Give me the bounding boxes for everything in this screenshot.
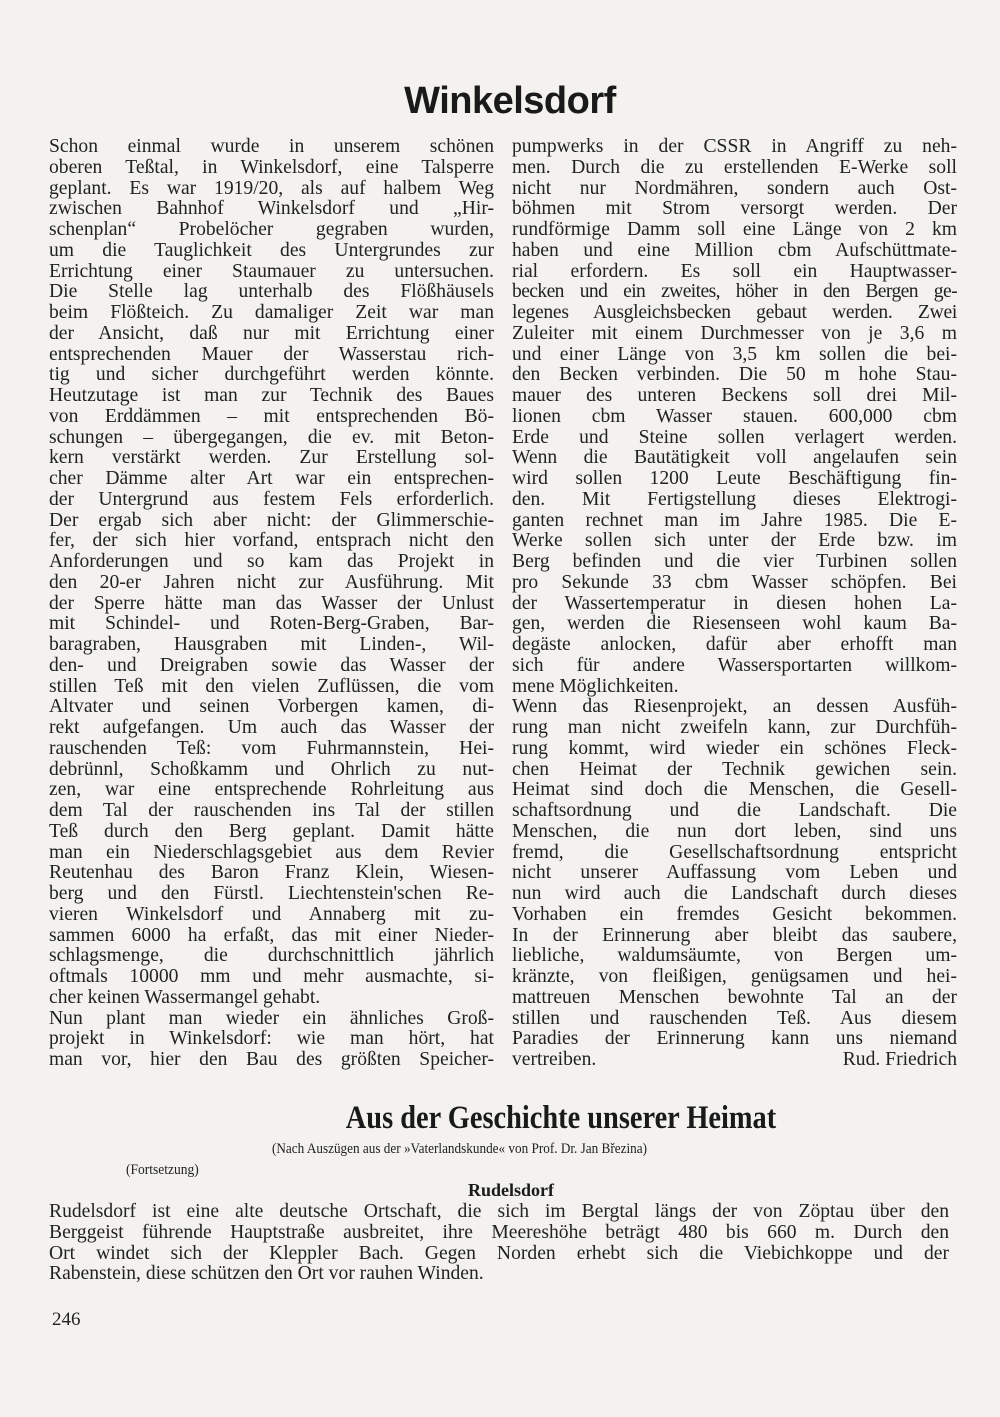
- text-line: Vorhaben ein fremdes Gesicht bekommen.: [512, 903, 957, 925]
- text-line: Anforderungen und so kam das Projekt in: [49, 551, 494, 572]
- text-line: Altvater und seinen Vorbergen kamen, di-: [49, 696, 494, 718]
- text-line: rekt aufgefangen. Um auch das Wasser der: [49, 717, 494, 738]
- rudelsdorf-paragraph: [49, 1202, 949, 1285]
- text-line: der Sperre hätte man das Wasser der Unlust: [49, 592, 494, 614]
- article-left-column: [49, 137, 494, 1071]
- text-line: liebliche, waldumsäumte, von Bergen um-: [512, 945, 957, 967]
- text-line: Berggeist führende Hauptstraße ausbreitet, ihre Meereshöhe beträgt 480 bis 660 m. Durch den: [49, 1221, 949, 1243]
- text-line: von Erddämmen – mit entsprechenden Bö-: [49, 405, 494, 427]
- text-line: cher Dämme alter Art war ein entsprechen-: [49, 468, 494, 489]
- text-line: zen, war eine entsprechende Rohrleitung aus: [49, 779, 494, 801]
- text-line: rauschenden Teß: vom Fuhrmannstein, Hei-: [49, 737, 494, 759]
- text-line: fer, der sich hier vorfand, entsprach nicht den: [49, 530, 494, 552]
- text-line: Ort windet sich der Kleppler Bach. Gegen Norden erhebt sich die Viebichkoppe und der: [49, 1242, 949, 1264]
- text-line: haben und eine Million cbm Aufschüttmate-: [512, 239, 957, 261]
- text-line: Schon einmal wurde in unserem schönen: [49, 136, 494, 157]
- text-line: berg und den Fürstl. Liechtenstein'schen Re-: [49, 883, 494, 904]
- text-line: legenes Ausgleichsbecken gebaut werden. Zwei: [512, 302, 957, 323]
- text-line: rial erfordern. Es soll ein Hauptwasser-: [512, 260, 957, 282]
- text-line: degäste anlocken, dafür aber erhofft man: [512, 634, 957, 655]
- text-line: Paradies der Erinnerung kann uns niemand: [512, 1028, 957, 1050]
- closing-word: vertreiben.: [512, 1049, 597, 1070]
- text-line: rundförmige Damm soll eine Länge von 2 km: [512, 219, 957, 240]
- text-line: Heutzutage ist man zur Technik des Baues: [49, 385, 494, 406]
- text-line: und einer Länge von 3,5 km sollen die bei-: [512, 343, 957, 365]
- text-line: Teß durch den Berg geplant. Damit hätte: [49, 820, 494, 842]
- text-line: tig und sicher durchgeführt werden könnte.: [49, 364, 494, 386]
- text-line: der Ansicht, daß nur mit Errichtung einer: [49, 322, 494, 344]
- text-line: Wenn die Bautätigkeit voll angelaufen sein: [512, 447, 957, 469]
- text-line: becken und ein zweites, höher in den Bergen ge-: [512, 281, 957, 303]
- article-title-winkelsdorf: Winkelsdorf: [404, 80, 616, 122]
- text-line: pro Sekunde 33 cbm Wasser schöpfen. Bei: [512, 571, 957, 593]
- text-line: oberen Teßtal, in Winkelsdorf, eine Talsperre: [49, 156, 494, 178]
- page-number: 246: [52, 1309, 81, 1330]
- text-line: um die Tauglichkeit des Untergrundes zur: [49, 239, 494, 261]
- text-line: baragraben, Hausgraben mit Linden-, Wil-: [49, 634, 494, 655]
- text-line: men. Durch die zu erstellenden E-Werke soll: [512, 156, 957, 178]
- text-line: In der Erinnerung aber bleibt das saubere,: [512, 924, 957, 946]
- section-heading-rudelsdorf: Rudelsdorf: [467, 1180, 554, 1200]
- text-line: den- und Dreigraben sowie das Wasser der: [49, 654, 494, 676]
- text-line: Nun plant man wieder ein ähnliches Groß-: [49, 1007, 494, 1029]
- text-line: den 20-er Jahren nicht zur Ausführung. Mit: [49, 571, 494, 593]
- text-line: mit Schindel- und Roten-Berg-Graben, Bar-: [49, 613, 494, 635]
- continuation-note: (Fortsetzung): [126, 1162, 199, 1178]
- text-line: entsprechenden Mauer der Wasserstau rich-: [49, 343, 494, 365]
- text-line: gen, werden die Riesenseen wohl kaum Ba-: [512, 613, 957, 635]
- text-line: chen Heimat der Technik gewichen sein.: [512, 758, 957, 780]
- text-line: vieren Winkelsdorf und Annaberg mit zu-: [49, 903, 494, 925]
- article-right-column: [512, 137, 957, 1071]
- text-line: Errichtung einer Staumauer zu untersuchen.: [49, 260, 494, 282]
- text-line: Werke sollen sich unter der Erde bzw. im: [512, 530, 957, 552]
- text-line: Der ergab sich aber nicht: der Glimmerschie-: [49, 509, 494, 531]
- text-line: mene Möglichkeiten.: [512, 675, 679, 697]
- text-line: kern verstärkt werden. Zur Erstellung sol-: [49, 447, 494, 469]
- text-line: nicht unserer Auffassung vom Leben und: [512, 862, 957, 884]
- text-line: sich für andere Wassersportarten willkom-: [512, 654, 957, 676]
- text-line: rung man nicht zweifeln kann, zur Durchfüh-: [512, 717, 957, 738]
- text-line: Rudelsdorf ist eine alte deutsche Ortschaft, die sich im Bergtal längs der von Zöptau über den: [49, 1201, 949, 1222]
- text-line: Heimat sind doch die Menschen, die Gesell-: [512, 779, 957, 801]
- text-line: dem Tal der rauschenden ins Tal der stillen: [49, 800, 494, 821]
- article-subtitle: (Nach Auszügen aus der »Vaterlandskunde« von Prof. Dr. Jan Březina): [272, 1141, 648, 1157]
- text-line: mauer des unteren Beckens soll drei Mil-: [512, 385, 957, 406]
- text-line: der Wassertemperatur in diesen hohen La-: [512, 592, 957, 614]
- text-line: beim Flößteich. Zu damaliger Zeit war man: [49, 302, 494, 323]
- text-line: geplant. Es war 1919/20, als auf halbem Weg: [49, 177, 494, 199]
- text-line: schenplan“ Probelöcher gegraben wurden,: [49, 219, 494, 240]
- text-line: oftmals 10000 mm und mehr ausmachte, si-: [49, 966, 494, 987]
- closing-line: [512, 1050, 957, 1071]
- text-line: den Becken verbinden. Die 50 m hohe Stau-: [512, 364, 957, 386]
- text-line: zwischen Bahnhof Winkelsdorf und „Hir-: [49, 198, 494, 220]
- article-title-geschichte: Aus der Geschichte unserer Heimat: [345, 1100, 777, 1136]
- text-line: Zuleiter mit einem Durchmesser von je 3,6 m: [512, 322, 957, 344]
- text-line: böhmen mit Strom versorgt werden. Der: [512, 198, 957, 220]
- text-line: der Untergrund aus festem Fels erforderlich.: [49, 488, 494, 510]
- text-line: cher keinen Wassermangel gehabt.: [49, 986, 321, 1008]
- text-line: projekt in Winkelsdorf: wie man hört, hat: [49, 1028, 494, 1050]
- text-line: pumpwerks in der CSSR in Angriff zu neh-: [512, 136, 957, 157]
- text-line: Menschen, die nun dort leben, sind uns: [512, 820, 957, 842]
- text-line: wird sollen 1200 Leute Beschäftigung fin-: [512, 468, 957, 489]
- text-line: Berg befinden und die vier Turbinen sollen: [512, 551, 957, 572]
- text-line: mattreuen Menschen bewohnte Tal an der: [512, 986, 957, 1008]
- text-line: lionen cbm Wasser stauen. 600,000 cbm: [512, 405, 957, 427]
- text-line: nicht nur Nordmähren, sondern auch Ost-: [512, 177, 957, 199]
- text-line: man vor, hier den Bau des größten Speicher-: [49, 1049, 494, 1070]
- text-line: Die Stelle lag unterhalb des Flößhäusels: [49, 281, 494, 303]
- text-line: Rabenstein, diese schützen den Ort vor rauhen Winden.: [49, 1263, 484, 1285]
- text-line: schungen – übergegangen, die ev. mit Beton-: [49, 426, 494, 448]
- text-line: Wenn das Riesenprojekt, an dessen Ausfüh-: [512, 696, 957, 718]
- text-line: den. Mit Fertigstellung dieses Elektrogi-: [512, 488, 957, 510]
- text-line: stillen Teß mit den vielen Zuflüssen, die vom: [49, 675, 494, 697]
- text-line: rung kommt, wird wieder ein schönes Fleck-: [512, 737, 957, 759]
- text-line: stillen und rauschenden Teß. Aus diesem: [512, 1007, 957, 1029]
- text-line: kränzte, von fleißigen, genügsamen und hei-: [512, 966, 957, 987]
- text-line: Reutenhau des Baron Franz Klein, Wiesen-: [49, 862, 494, 884]
- text-line: man ein Niederschlagsgebiet aus dem Revier: [49, 841, 494, 863]
- text-line: schaftsordnung und die Landschaft. Die: [512, 800, 957, 821]
- author-signature: Rud. Friedrich: [842, 1049, 957, 1070]
- text-line: ganten rechnet man im Jahre 1985. Die E-: [512, 509, 957, 531]
- text-line: fremd, die Gesellschaftsordnung entspricht: [512, 841, 957, 863]
- text-line: sammen 6000 ha erfaßt, das mit einer Nieder-: [49, 924, 494, 946]
- text-line: debrünnl, Schoßkamm und Ohrlich zu nut-: [49, 758, 494, 780]
- text-line: Erde und Steine sollen verlagert werden.: [512, 426, 957, 448]
- text-line: schlagsmenge, die durchschnittlich jährlich: [49, 945, 494, 967]
- text-line: nun wird auch die Landschaft durch dieses: [512, 883, 957, 904]
